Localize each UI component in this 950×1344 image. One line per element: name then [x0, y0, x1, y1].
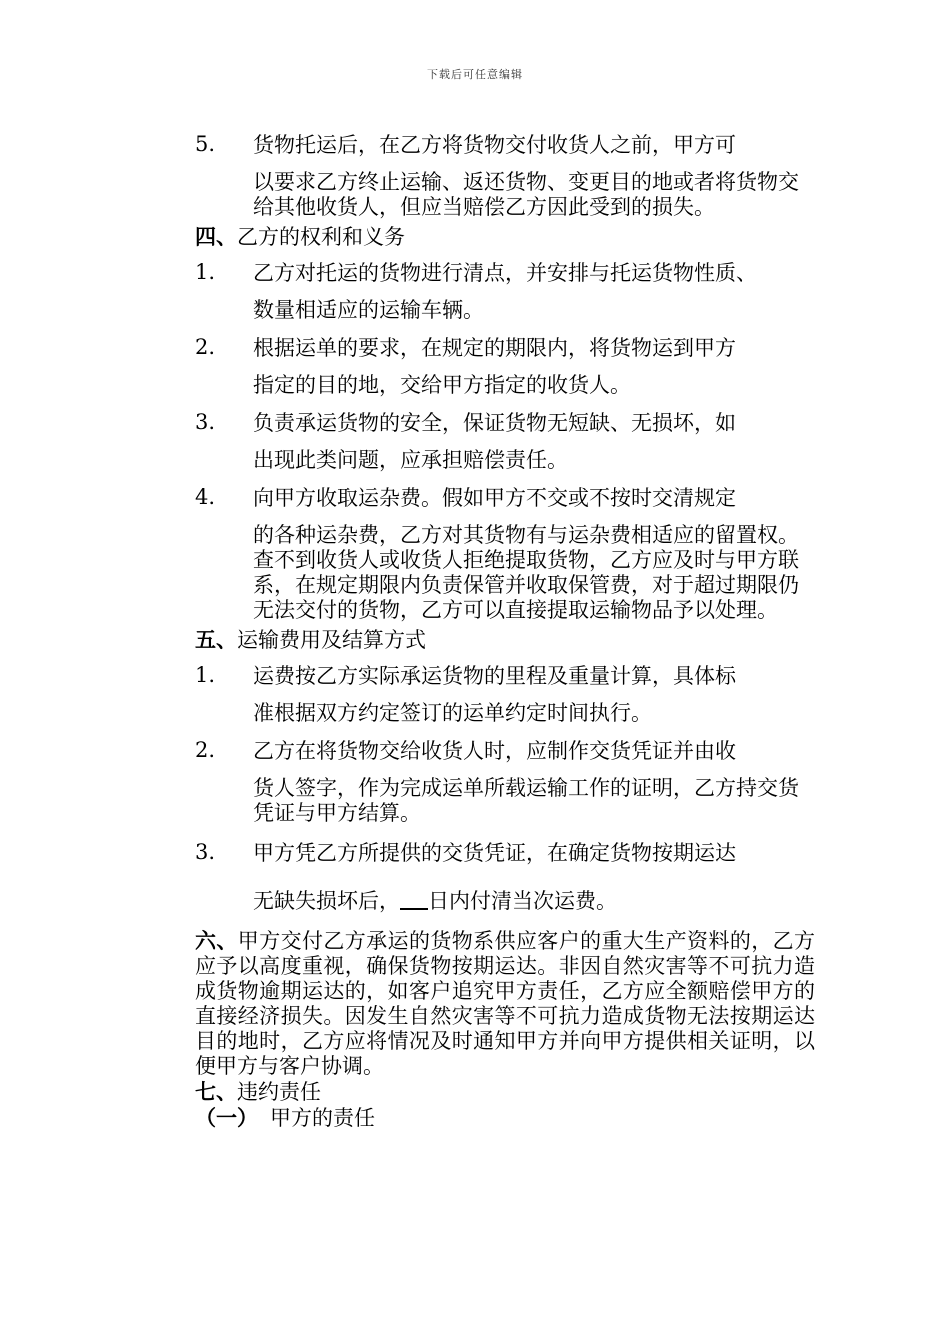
section-7-heading [195, 1079, 815, 1105]
document-body [195, 132, 815, 1131]
clause-text-rest: 以要求乙方终止运输、返还货物、变更目的地或者将货物交给其他收货人，但应当赔偿乙方因此受到的损失。 [253, 170, 799, 219]
section-number: 四、 [195, 224, 237, 249]
item-number: 4. [195, 485, 216, 509]
item-text-rest [253, 888, 815, 914]
subsection-number: （一） [195, 1105, 258, 1130]
text-after-blank: 日内付清当次运费。 [428, 889, 617, 913]
section-4-heading [195, 224, 815, 250]
section-6-paragraph [195, 928, 815, 1079]
item-text-first: 向甲方收取运杂费。假如甲方不交或不按时交清规定 [253, 486, 736, 510]
section-number: 七、 [195, 1079, 237, 1104]
item-number: 1. [195, 663, 216, 687]
list-item [195, 840, 815, 914]
item-number: 3. [195, 410, 216, 434]
clause-number: 5. [195, 132, 216, 156]
item-number: 2. [195, 335, 216, 359]
section-text: 甲方交付乙方承运的货物系供应客户的重大生产资料的，乙方应予以高度重视，确保货物按期运达。非因自然灾害等不可抗力造成货物逾期运达的，如客户追究甲方责任，乙方应全额赔偿甲方的直接经济损失。因发生自然灾害等不可抗力造成货物无法按期运达目的地时，乙方应将情况及时通知甲方并向甲方提供相关证明，以便甲方与客户协调。 [195, 929, 816, 1078]
item-number: 3. [195, 840, 216, 864]
section-number: 六、 [195, 928, 238, 953]
list-item [195, 410, 815, 473]
section-title: 违约责任 [237, 1080, 321, 1104]
item-text-rest: 准根据双方约定签订的运单约定时间执行。 [253, 701, 652, 725]
item-text-rest: 货人签字，作为完成运单所载运输工作的证明，乙方持交货凭证与甲方结算。 [253, 776, 799, 825]
item-text-first: 甲方凭乙方所提供的交货凭证，在确定货物按期运达 [253, 841, 736, 865]
clause-5 [195, 132, 815, 220]
item-text-rest: 数量相适应的运输车辆。 [253, 298, 484, 322]
item-text-rest: 出现此类问题，应承担赔偿责任。 [253, 448, 568, 472]
fill-in-blank [400, 888, 428, 910]
text-before-blank: 无缺失损坏后， [253, 889, 400, 913]
section-title: 运输费用及结算方式 [237, 628, 426, 652]
item-text-first: 运费按乙方实际承运货物的里程及重量计算，具体标 [253, 664, 736, 688]
list-item [195, 335, 815, 398]
item-number: 2. [195, 738, 216, 762]
item-text-first: 负责承运货物的安全，保证货物无短缺、无损坏，如 [253, 411, 736, 435]
list-item [195, 738, 815, 826]
section-title: 乙方的权利和义务 [237, 225, 405, 249]
clause-text-first: 货物托运后，在乙方将货物交付收货人之前，甲方可 [253, 133, 736, 157]
list-item [195, 485, 815, 623]
section-number: 五、 [195, 627, 237, 652]
section-5-heading [195, 627, 815, 653]
subsection-heading [195, 1105, 815, 1131]
subsection-title: 甲方的责任 [270, 1106, 375, 1130]
list-item [195, 260, 815, 323]
item-text-first: 根据运单的要求，在规定的期限内，将货物运到甲方 [253, 336, 736, 360]
item-text-rest: 的各种运杂费，乙方对其货物有与运杂费相适应的留置权。查不到收货人或收货人拒绝提取货物，乙方应及时与甲方联系，在规定期限内负责保管并收取保管费，对于超过期限仍无法交付的货物，乙方可以直接提取运输物品予以处理。 [253, 523, 799, 622]
item-text-rest: 指定的目的地，交给甲方指定的收货人。 [253, 373, 631, 397]
header-note: 下载后可任意编辑 [427, 68, 523, 81]
item-text-first: 乙方对托运的货物进行清点，并安排与托运货物性质、 [253, 261, 757, 285]
item-number: 1. [195, 260, 216, 284]
list-item [195, 663, 815, 726]
item-text-first: 乙方在将货物交给收货人时，应制作交货凭证并由收 [253, 739, 736, 763]
